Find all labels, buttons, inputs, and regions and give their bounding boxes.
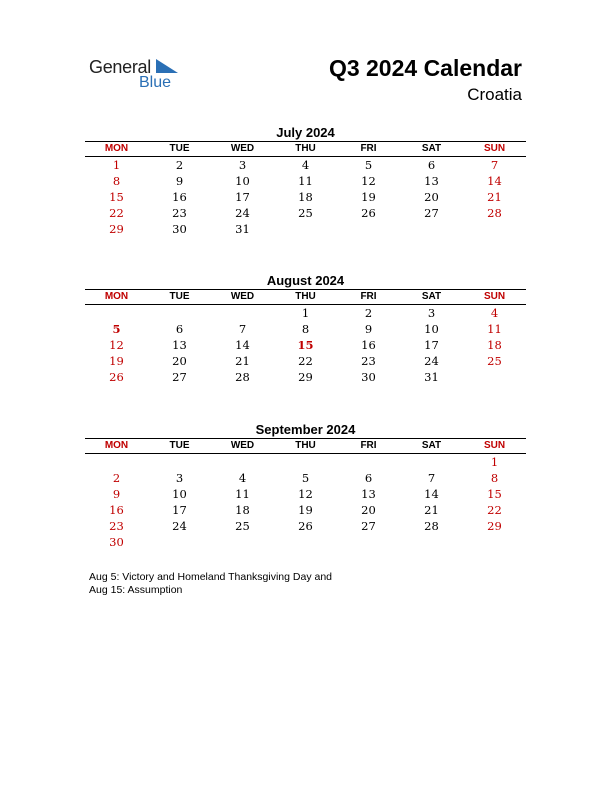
weekday-label: SUN [483,291,506,302]
page-title: Q3 2024 Calendar [328,55,522,81]
day-cell: 31 [424,370,439,384]
day-cell: 5 [364,158,373,172]
day-cell: 15 [109,190,124,204]
week-row [85,502,526,518]
weekday-label: WED [230,291,255,302]
day-cell: 6 [364,471,373,485]
day-cell: 21 [424,503,439,517]
day-cell: 16 [109,503,124,517]
week-row [85,305,526,321]
logo-flag-icon [156,59,178,73]
day-cell: 10 [172,487,187,501]
day-cell: 1 [301,306,310,320]
day-cell: 7 [427,471,436,485]
week-row [85,221,526,237]
day-cell: 24 [424,354,439,368]
week-row [85,173,526,189]
day-cell: 16 [361,338,376,352]
day-cell: 4 [301,158,310,172]
day-cell: 18 [487,338,502,352]
day-cell: 15 [487,487,502,501]
day-cell: 3 [175,471,184,485]
day-cell: 10 [424,322,439,336]
week-row [85,189,526,205]
day-cell: 20 [172,354,187,368]
day-cell: 5 [112,322,121,336]
weekday-label: SAT [421,440,442,451]
day-cell [85,305,148,321]
day-cell: 24 [172,519,187,533]
weekday-header [85,289,526,305]
day-cell: 29 [109,222,124,236]
day-cell: 8 [112,174,121,188]
day-cell: 19 [361,190,376,204]
day-cell: 29 [487,519,502,533]
week-row [85,321,526,337]
day-cell [274,534,337,550]
day-cell: 18 [298,190,313,204]
week-row [85,454,526,470]
week-row [85,470,526,486]
day-cell: 21 [235,354,250,368]
day-cell: 8 [490,471,499,485]
day-cell [337,534,400,550]
day-cell: 24 [235,206,250,220]
country-name: Croatia [467,85,522,104]
week-row [85,518,526,534]
day-cell: 17 [235,190,250,204]
day-cell [400,534,463,550]
day-cell: 21 [487,190,502,204]
weekday-label: FRI [360,440,377,451]
day-cell: 25 [235,519,250,533]
month-title: September 2024 [255,422,356,437]
brand-part1: General [89,57,151,77]
day-cell: 14 [487,174,502,188]
day-cell [148,305,211,321]
day-cell: 28 [424,519,439,533]
day-cell [274,454,337,470]
day-cell: 12 [361,174,376,188]
weekday-label: SUN [483,440,506,451]
day-cell: 8 [301,322,310,336]
month-september [85,422,526,550]
week-row [85,205,526,221]
day-cell [148,454,211,470]
day-cell: 31 [235,222,250,236]
day-cell: 13 [172,338,187,352]
day-cell: 11 [487,322,502,336]
day-cell: 3 [238,158,247,172]
day-cell: 23 [172,206,187,220]
weekday-label: THU [295,440,316,451]
day-cell: 9 [112,487,121,501]
month-title: August 2024 [266,273,345,288]
day-cell: 14 [424,487,439,501]
day-cell: 12 [298,487,313,501]
holiday-note: Aug 5: Victory and Homeland Thanksgiving Day and [89,571,333,583]
day-cell: 17 [424,338,439,352]
day-cell [337,221,400,237]
day-cell: 26 [361,206,376,220]
week-row [85,369,526,385]
month-title: July 2024 [276,125,335,140]
day-cell: 9 [364,322,373,336]
day-cell: 30 [172,222,187,236]
day-cell: 5 [301,471,310,485]
day-cell: 28 [235,370,250,384]
day-cell [211,454,274,470]
day-cell: 14 [235,338,250,352]
weekday-label: THU [295,143,316,154]
month-august [85,273,526,385]
day-cell: 27 [172,370,187,384]
weekday-label: MON [104,291,129,302]
holiday-note: Aug 15: Assumption [89,584,183,596]
week-row [85,337,526,353]
weekday-label: SAT [421,143,442,154]
day-cell: 23 [109,519,124,533]
day-cell: 11 [235,487,250,501]
day-cell: 4 [238,471,247,485]
day-cell: 16 [172,190,187,204]
day-cell: 9 [175,174,184,188]
day-cell: 22 [109,206,124,220]
day-cell: 11 [298,174,313,188]
weekday-label: TUE [169,440,190,451]
day-cell [463,221,526,237]
weekday-label: WED [230,440,255,451]
day-cell: 17 [172,503,187,517]
day-cell: 10 [235,174,250,188]
day-cell [211,305,274,321]
day-cell [463,534,526,550]
weekday-header [85,141,526,157]
week-row [85,353,526,369]
day-cell: 30 [361,370,376,384]
day-cell: 13 [424,174,439,188]
day-cell: 12 [109,338,124,352]
weekday-label: SAT [421,291,442,302]
week-row [85,157,526,173]
brand-logo [89,57,189,93]
weekday-label: WED [230,143,255,154]
day-cell [274,221,337,237]
day-cell: 27 [424,206,439,220]
week-row [85,486,526,502]
day-cell: 27 [361,519,376,533]
month-july [85,125,526,237]
day-cell: 22 [487,503,502,517]
day-cell: 30 [109,535,124,549]
day-cell: 19 [298,503,313,517]
holiday-notes [89,571,332,597]
day-cell: 1 [490,455,499,469]
weekday-label: MON [104,440,129,451]
day-cell [463,369,526,385]
day-cell [211,534,274,550]
day-cell: 13 [361,487,376,501]
brand-part2: Blue [139,74,172,91]
day-cell: 6 [175,322,184,336]
weekday-header [85,438,526,454]
day-cell: 25 [298,206,313,220]
day-cell: 20 [424,190,439,204]
day-cell: 26 [298,519,313,533]
weekday-label: TUE [169,291,190,302]
day-cell: 18 [235,503,250,517]
day-cell: 3 [427,306,436,320]
day-cell: 19 [109,354,124,368]
day-cell [400,221,463,237]
week-row [85,534,526,550]
day-cell [400,454,463,470]
weekday-label: FRI [360,291,377,302]
day-cell: 7 [238,322,247,336]
weekday-label: THU [295,291,316,302]
day-cell: 2 [364,306,373,320]
day-cell [85,454,148,470]
weekday-label: SUN [483,143,506,154]
day-cell: 15 [297,338,314,352]
weekday-label: MON [104,143,129,154]
day-cell: 6 [427,158,436,172]
day-cell: 1 [112,158,121,172]
weekday-label: TUE [169,143,190,154]
day-cell: 29 [298,370,313,384]
day-cell: 23 [361,354,376,368]
day-cell: 2 [175,158,184,172]
weekday-label: FRI [360,143,377,154]
day-cell: 25 [487,354,502,368]
day-cell: 28 [487,206,502,220]
day-cell: 26 [109,370,124,384]
day-cell [337,454,400,470]
day-cell: 22 [298,354,313,368]
day-cell: 7 [490,158,499,172]
day-cell: 20 [361,503,376,517]
day-cell [148,534,211,550]
day-cell: 4 [490,306,499,320]
day-cell: 2 [112,471,121,485]
